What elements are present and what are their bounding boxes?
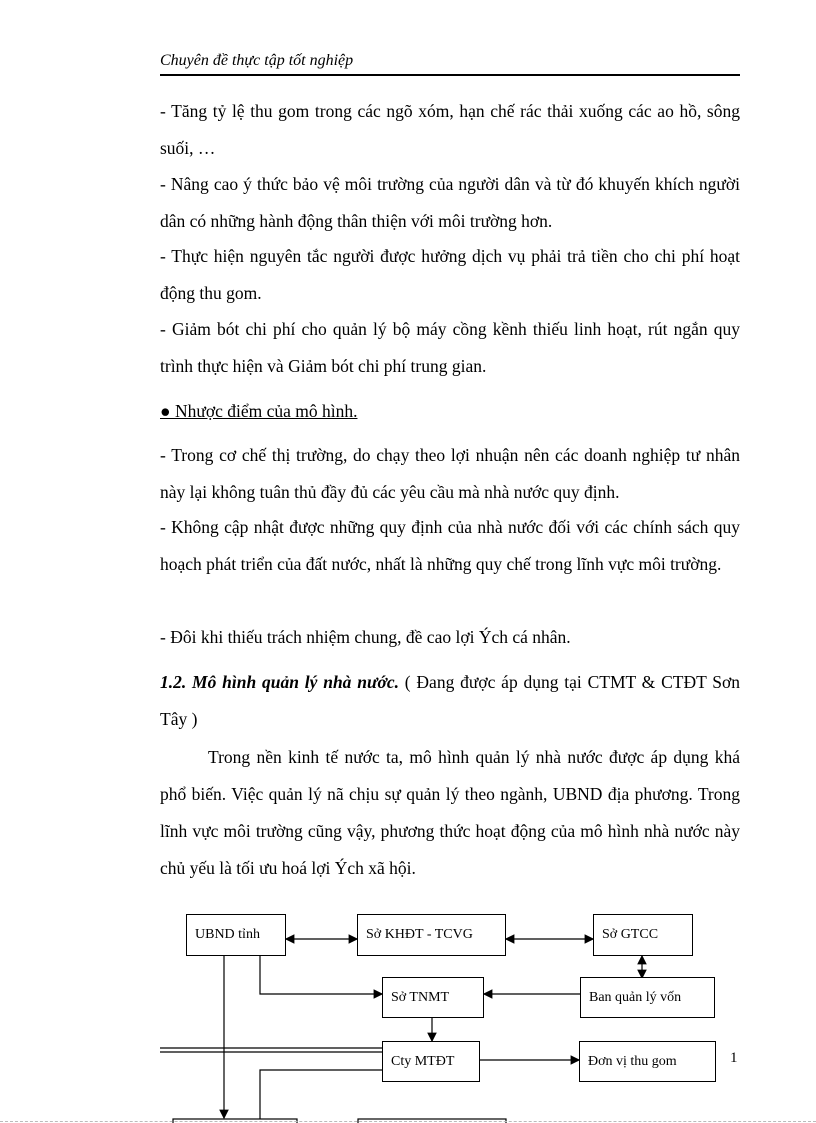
- box-cty-mtdt: Cty MTĐT: [382, 1041, 480, 1082]
- advantage-item-2: - Nâng cao ý thức bảo vệ môi trường của người dân và từ đó khuyến khích người dân có những hành động thân thiện với môi trường hơn.: [160, 174, 740, 231]
- disadvantage-item-3: - Đôi khi thiếu trách nhiệm chung, đề cao lợi Ých cá nhân.: [160, 627, 571, 647]
- box-ban-quan-ly-von: Ban quản lý vốn: [580, 977, 715, 1018]
- box-so-khdt: Sở KHĐT - TCVG: [357, 914, 506, 956]
- box-ubnd-tinh: UBND tỉnh: [186, 914, 286, 956]
- header-title: Chuyên đề thực tập tốt nghiệp: [160, 52, 354, 69]
- section-heading: [160, 664, 740, 738]
- advantage-item-1: - Tăng tỷ lệ thu gom trong các ngõ xóm, hạn chế rác thải xuống các ao hồ, sông suối, …: [160, 101, 740, 158]
- disadvantage-item-2: - Không cập nhật được những quy định của nhà nước đối với các chính sách quy hoạch phát triển của đất nước, nhất là những quy chế trong lĩnh vực môi trường.: [160, 517, 740, 574]
- box-don-vi-thu-gom: Đơn vị thu gom: [579, 1041, 716, 1082]
- box-so-gtcc: Sở GTCC: [593, 914, 693, 956]
- page-bottom-divider: [0, 1121, 816, 1122]
- advantage-item-4: - Giảm bót chi phí cho quản lý bộ máy cồng kềnh thiếu linh hoạt, rút ngắn quy trình thực hiện và Giảm bót chi phí trung gian.: [160, 319, 740, 376]
- section-note: ( Đang được áp dụng tại CTMT & CTĐT Sơn Tây ): [160, 672, 741, 729]
- box-so-tnmt: Sở TNMT: [382, 977, 484, 1018]
- advantage-item-3: - Thực hiện nguyên tắc người được hưởng dịch vụ phải trả tiền cho chi phí hoạt động thu gom.: [160, 246, 740, 303]
- page-header: [160, 50, 740, 76]
- section-body: Trong nền kinh tế nước ta, mô hình quản lý nhà nước được áp dụng khá phổ biến. Việc quản lý nã chịu sự quản lý theo ngành, UBND địa phương. Trong lĩnh vực môi trường cũng vậy, phương thức hoạt động của mô hình nhà nước này chủ yếu là tối ưu hoá lợi Ých xã hội.: [160, 747, 740, 878]
- disadvantages-heading: ● Nhược điểm của mô hình.: [160, 401, 358, 421]
- section-title: 1.2. Mô hình quản lý nhà nước.: [160, 672, 399, 692]
- disadvantage-item-1: - Trong cơ chế thị trường, do chạy theo lợi nhuận nên các doanh nghiệp tư nhân này lại không tuân thủ đầy đủ các yêu cầu mà nhà nước quy định.: [160, 445, 740, 502]
- page-number: 1: [730, 1050, 738, 1066]
